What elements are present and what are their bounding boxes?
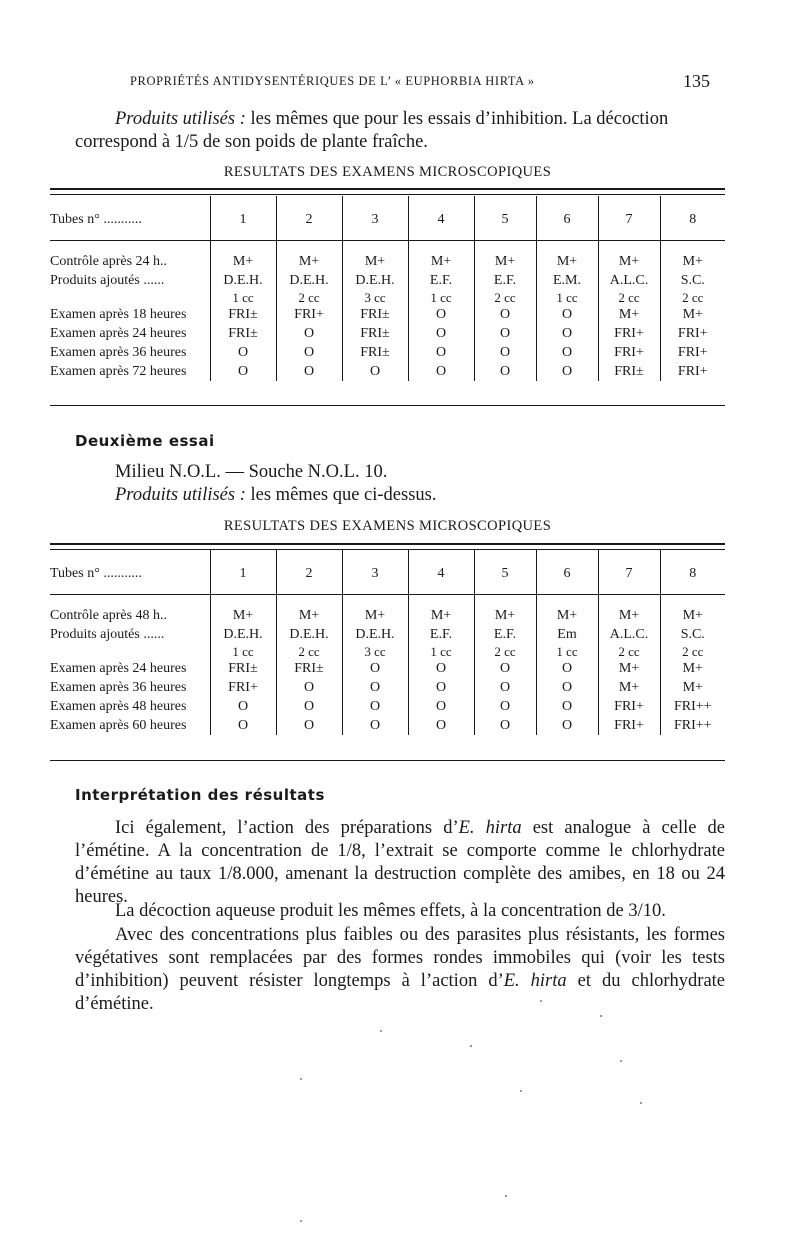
table-cell: FRI± xyxy=(598,362,660,381)
running-title: PROPRIÉTÉS ANTIDYSENTÉRIQUES DE L’ « EUPHORBIA HIRTA » xyxy=(130,74,535,88)
second-trial-products xyxy=(115,484,437,507)
table-cell: 2 cc xyxy=(660,644,725,659)
tube-number: 1 xyxy=(210,196,276,242)
table-cell: E.F. xyxy=(474,271,536,290)
p3-italic: E. hirta xyxy=(503,971,567,991)
row-label: Produits ajoutés ...... xyxy=(50,273,165,288)
second-trial-products-rest: les mêmes que ci-dessus. xyxy=(245,485,437,505)
table-cell: M+ xyxy=(210,606,276,625)
table-row xyxy=(48,625,725,644)
tube-number: 8 xyxy=(660,550,725,596)
table1-caption: RESULTATS DES EXAMENS MICROSCOPIQUES xyxy=(223,164,552,180)
table-cell: D.E.H. xyxy=(210,625,276,644)
intro-italic: Produits utilisés : xyxy=(115,109,246,129)
table-cell: E.F. xyxy=(408,625,474,644)
table-cell: M+ xyxy=(408,606,474,625)
tube-number: 4 xyxy=(408,196,474,242)
intro-line1: les mêmes que pour les essais d’inhibition. La décoction xyxy=(245,109,669,129)
table1-bottom-rule xyxy=(50,405,725,406)
table-cell: M+ xyxy=(342,252,408,271)
tubes-label: Tubes n° ........... xyxy=(50,565,142,581)
p1-text-a: Ici également, l’action des préparations d’ xyxy=(115,818,459,838)
table-row xyxy=(48,659,725,678)
table2-caption: RESULTATS DES EXAMENS MICROSCOPIQUES xyxy=(223,518,552,534)
row-label: Examen après 18 heures xyxy=(50,307,187,322)
second-trial-title: Deuxième essai xyxy=(75,432,215,450)
tube-number: 4 xyxy=(408,550,474,596)
table-cell: O xyxy=(342,362,408,381)
table-cell: 1 cc xyxy=(408,290,474,305)
table-cell: M+ xyxy=(342,606,408,625)
row-label: Produits ajoutés ...... xyxy=(50,627,165,642)
table-row xyxy=(48,716,725,735)
table-cell: O xyxy=(210,716,276,735)
table-row xyxy=(48,362,725,381)
table-cell: S.C. xyxy=(660,625,725,644)
table-cell: O xyxy=(408,697,474,716)
page-number: 135 xyxy=(683,71,710,91)
table-cell: O xyxy=(276,324,342,343)
table-cell: M+ xyxy=(474,252,536,271)
row-label xyxy=(48,290,210,305)
table-cell: O xyxy=(536,716,598,735)
table-cell: O xyxy=(408,324,474,343)
p1-text-b: est analogue à celle de l’émétine. A la concentration de 1/8, l’extrait se comporte comme le chlorhydrate d’émétine au taux 1/8.000, amenant la destruction complète des amibes, en 18 ou 24 heures. xyxy=(75,818,725,907)
table-row xyxy=(48,644,725,659)
tube-number: 5 xyxy=(474,196,536,242)
table-cell: O xyxy=(342,659,408,678)
table-cell: O xyxy=(342,716,408,735)
table-cell: O xyxy=(210,697,276,716)
table-cell: E.M. xyxy=(536,271,598,290)
table-cell: O xyxy=(536,305,598,324)
tubes-label: Tubes n° ........... xyxy=(50,211,142,227)
table-cell: FRI+ xyxy=(660,324,725,343)
table-cell: O xyxy=(474,324,536,343)
row-label: Examen après 72 heures xyxy=(50,364,187,379)
table-cell: M+ xyxy=(536,606,598,625)
table-header-row xyxy=(48,196,725,242)
table-cell: O xyxy=(474,678,536,697)
table-cell: FRI± xyxy=(210,324,276,343)
table-row xyxy=(48,252,725,271)
table-cell: FRI+ xyxy=(598,716,660,735)
table2-top-rule xyxy=(50,543,725,545)
table-cell: FRI± xyxy=(342,343,408,362)
results-table-2 xyxy=(48,550,725,735)
table-cell: O xyxy=(408,659,474,678)
table-cell: O xyxy=(276,362,342,381)
table-cell: O xyxy=(276,716,342,735)
table2-bottom-rule xyxy=(50,760,725,761)
table-cell: M+ xyxy=(276,252,342,271)
table-cell: M+ xyxy=(660,305,725,324)
table-cell: D.E.H. xyxy=(276,271,342,290)
table-cell: M+ xyxy=(660,606,725,625)
interpretation-paragraph-3 xyxy=(75,924,725,1016)
table-cell: FRI± xyxy=(210,305,276,324)
table-cell: M+ xyxy=(660,252,725,271)
tube-number: 6 xyxy=(536,196,598,242)
table-cell: O xyxy=(342,697,408,716)
table-cell: E.F. xyxy=(474,625,536,644)
tube-number: 2 xyxy=(276,550,342,596)
table-cell: 2 cc xyxy=(474,644,536,659)
table-cell: M+ xyxy=(598,606,660,625)
interpretation-title: Interprétation des résultats xyxy=(75,786,325,804)
table-cell: O xyxy=(210,343,276,362)
table-row xyxy=(48,697,725,716)
table-cell: O xyxy=(408,343,474,362)
intro-paragraph xyxy=(75,108,725,154)
intro-line2: correspond à 1/5 de son poids de plante fraîche. xyxy=(75,132,428,152)
table-cell: FRI+ xyxy=(660,343,725,362)
table-cell: M+ xyxy=(598,659,660,678)
table-cell: O xyxy=(342,678,408,697)
table-cell: M+ xyxy=(276,606,342,625)
results-table-1 xyxy=(48,196,725,381)
table-row xyxy=(48,606,725,625)
row-label: Examen après 48 heures xyxy=(50,699,187,714)
row-label: Examen après 36 heures xyxy=(50,680,187,695)
table-cell: FRI++ xyxy=(660,697,725,716)
table-cell: D.E.H. xyxy=(342,625,408,644)
table-cell: FRI+ xyxy=(598,324,660,343)
table-cell: O xyxy=(536,362,598,381)
table-cell: 1 cc xyxy=(408,644,474,659)
tube-number: 5 xyxy=(474,550,536,596)
tube-number: 1 xyxy=(210,550,276,596)
row-label: Examen après 24 heures xyxy=(50,661,187,676)
table-row xyxy=(48,324,725,343)
table-cell: A.L.C. xyxy=(598,625,660,644)
table-cell: 1 cc xyxy=(210,290,276,305)
table-cell: 2 cc xyxy=(276,644,342,659)
table-cell: FRI+ xyxy=(598,343,660,362)
tube-number: 2 xyxy=(276,196,342,242)
table-row xyxy=(48,271,725,290)
table-cell: O xyxy=(474,697,536,716)
table-cell: FRI± xyxy=(342,305,408,324)
table-cell: 2 cc xyxy=(598,644,660,659)
running-header xyxy=(130,71,710,91)
table-cell: A.L.C. xyxy=(598,271,660,290)
table-cell: O xyxy=(408,305,474,324)
table-cell: E.F. xyxy=(408,271,474,290)
interpretation-paragraph-2: La décoction aqueuse produit les mêmes effets, à la concentration de 3/10. xyxy=(115,901,666,921)
table-cell: FRI± xyxy=(342,324,408,343)
table-cell: O xyxy=(536,324,598,343)
row-label: Examen après 60 heures xyxy=(50,718,187,733)
table-cell: FRI± xyxy=(210,659,276,678)
table-cell: D.E.H. xyxy=(210,271,276,290)
p3-text-b: et du chlorhydrate d’émétine. xyxy=(75,971,726,1014)
tube-number: 6 xyxy=(536,550,598,596)
second-trial-products-italic: Produits utilisés : xyxy=(115,485,246,505)
table-cell: M+ xyxy=(660,659,725,678)
table-cell: O xyxy=(474,716,536,735)
table-cell: M+ xyxy=(474,606,536,625)
table-cell: M+ xyxy=(536,252,598,271)
table-cell: M+ xyxy=(598,252,660,271)
table-cell: 3 cc xyxy=(342,290,408,305)
table-cell: 2 cc xyxy=(276,290,342,305)
table-cell: FRI+ xyxy=(276,305,342,324)
tube-number: 3 xyxy=(342,196,408,242)
row-label xyxy=(48,644,210,659)
table-cell: O xyxy=(276,697,342,716)
table-cell: 2 cc xyxy=(598,290,660,305)
table-cell: O xyxy=(408,678,474,697)
table-cell: O xyxy=(408,716,474,735)
table1-top-rule xyxy=(50,188,725,190)
table-cell: O xyxy=(276,343,342,362)
table-cell: O xyxy=(474,362,536,381)
row-label: Contrôle après 24 h.. xyxy=(50,254,168,269)
tube-number: 7 xyxy=(598,196,660,242)
table-cell: O xyxy=(276,678,342,697)
table-cell: S.C. xyxy=(660,271,725,290)
table-cell: M+ xyxy=(210,252,276,271)
table1-top-rule-thin xyxy=(50,194,725,195)
table-cell: FRI+ xyxy=(660,362,725,381)
table-cell: O xyxy=(474,659,536,678)
table-cell: M+ xyxy=(598,678,660,697)
row-label: Examen après 36 heures xyxy=(50,345,187,360)
table-cell: 2 cc xyxy=(474,290,536,305)
table-cell: FRI± xyxy=(276,659,342,678)
table-row xyxy=(48,343,725,362)
row-label: Contrôle après 48 h.. xyxy=(50,608,168,623)
row-label: Examen après 24 heures xyxy=(50,326,187,341)
table-cell: O xyxy=(408,362,474,381)
tube-number: 3 xyxy=(342,550,408,596)
table-cell: D.E.H. xyxy=(276,625,342,644)
table-cell: M+ xyxy=(598,305,660,324)
p1-italic: E. hirta xyxy=(458,818,522,838)
table-cell: O xyxy=(210,362,276,381)
table-row xyxy=(48,290,725,305)
table-cell: 3 cc xyxy=(342,644,408,659)
table-cell: O xyxy=(474,305,536,324)
table-cell: D.E.H. xyxy=(342,271,408,290)
table-cell: M+ xyxy=(408,252,474,271)
interpretation-paragraph-1 xyxy=(75,817,725,909)
table-cell: M+ xyxy=(660,678,725,697)
p3-text-a: Avec des concentrations plus faibles ou des parasites plus résistants, les formes végétatives sont remplacées par des formes rondes immobiles qui (voir les tests d’inhibition) peuvent résister longtemps à l’action d’ xyxy=(75,925,725,991)
table-cell: FRI+ xyxy=(210,678,276,697)
table-row xyxy=(48,678,725,697)
tube-number: 8 xyxy=(660,196,725,242)
table-cell: 1 cc xyxy=(536,290,598,305)
table-cell: O xyxy=(536,343,598,362)
table-cell: 1 cc xyxy=(210,644,276,659)
table-cell: O xyxy=(536,697,598,716)
table-header-row xyxy=(48,550,725,596)
table-cell: 1 cc xyxy=(536,644,598,659)
table-cell: O xyxy=(536,678,598,697)
tube-number: 7 xyxy=(598,550,660,596)
table-cell: O xyxy=(474,343,536,362)
table-cell: FRI+ xyxy=(598,697,660,716)
table-row xyxy=(48,305,725,324)
table-cell: FRI++ xyxy=(660,716,725,735)
table-cell: Em xyxy=(536,625,598,644)
table-cell: O xyxy=(536,659,598,678)
table-cell: 2 cc xyxy=(660,290,725,305)
second-trial-medium: Milieu N.O.L. — Souche N.O.L. 10. xyxy=(115,462,388,482)
